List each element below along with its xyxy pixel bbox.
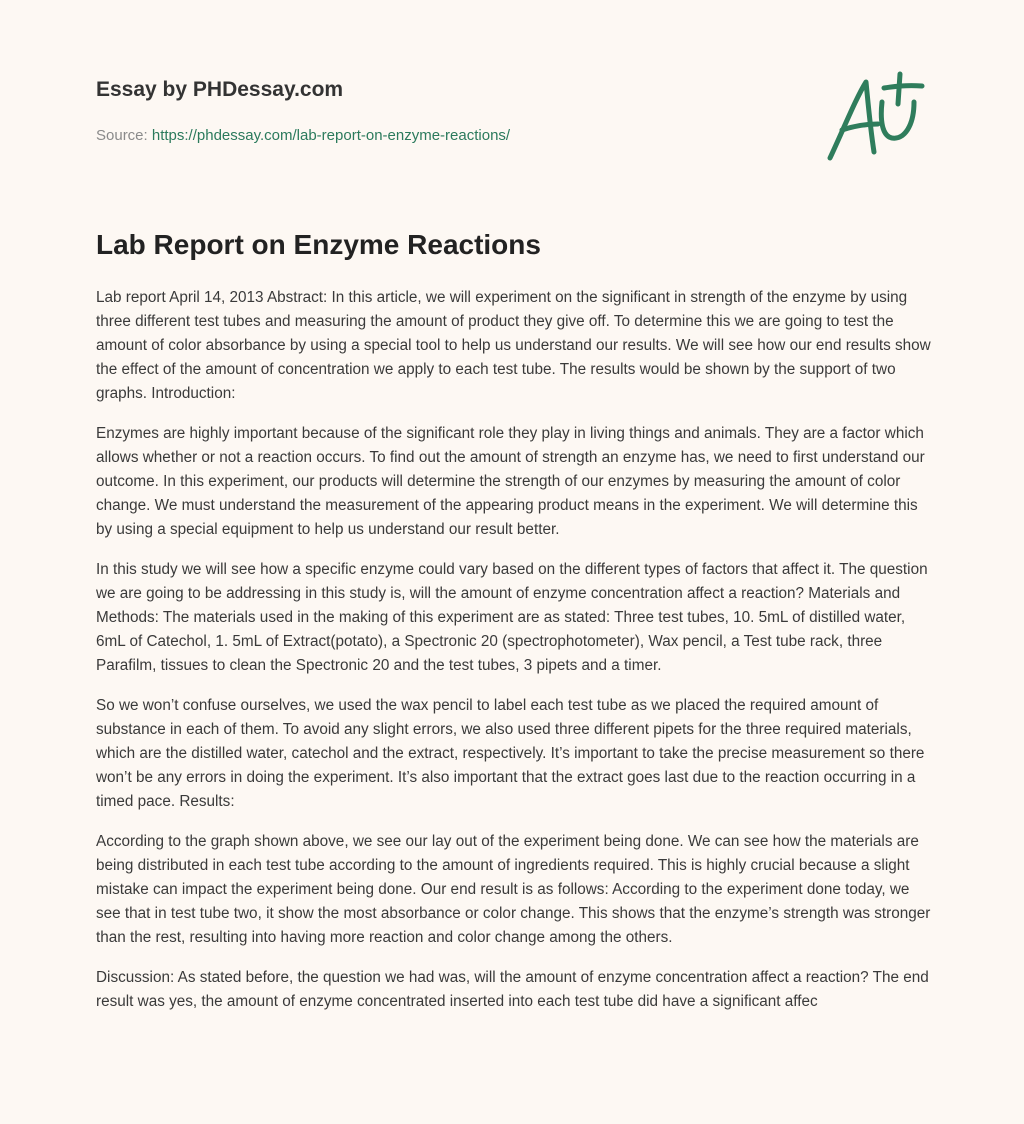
site-title: Essay by PHDessay.com: [96, 78, 344, 101]
article: [96, 226, 932, 1030]
paragraph: In this study we will see how a specific enzyme could vary based on the different types of factors that affect it. The question we are going to be addressing in this study is, will the amount of enzyme concentration affect a reaction? Materials and Methods: The materials used in the making of this experiment are as stated: Three test tubes, 10. 5mL of distilled water, 6mL of Catechol, 1. 5mL of Extract(potato), a Spectronic 20 (spectrophotometer), Wax pencil, a Test tube rack, three Parafilm, tissues to clean the Spectronic 20 and the test tubes, 3 pipets and a timer.: [96, 561, 928, 674]
source-link[interactable]: https://phdessay.com/lab-report-on-enzyme-reactions/: [151, 127, 511, 144]
paragraph: So we won’t confuse ourselves, we used the wax pencil to label each test tube as we placed the required amount of substance in each of them. To avoid any slight errors, we also used three different pipets for the three required materials, which are the distilled water, catechol and the extract, respectively. It’s important to take the precise measurement so there won’t be any errors in doing the experiment. It’s also important that the extract goes last due to the reaction occurring in a timed pace. Results:: [96, 697, 925, 810]
paragraph: Enzymes are highly important because of the significant role they play in living things and animals. They are a factor which allows whether or not a reaction occurs. To find out the amount of strength an enzyme has, we need to first understand our outcome. In this experiment, our products will determine the strength of our enzymes by measuring the amount of color change. We must understand the measurement of the appearing product means in the experiment. We will determine this by using a special equipment to help us understand our result better.: [96, 425, 925, 538]
header: [96, 76, 796, 146]
source-line: [96, 126, 796, 146]
paragraph: According to the graph shown above, we see our lay out of the experiment being done. We can see how the materials are being distributed in each test tube according to the amount of ingredients required. This is highly crucial because a slight mistake can impact the experiment being done. Our end result is as follows: According to the experiment done today, we see that in test tube two, it show the most absorbance or color change. This shows that the enzyme’s strength was stronger than the rest, resulting into having more reaction and color change among the others.: [96, 833, 931, 946]
paragraph: Lab report April 14, 2013 Abstract: In this article, we will experiment on the significant in strength of the enzyme by using three different test tubes and measuring the amount of product they give off. To determine this we are going to test the amount of color absorbance by using a special tool to help us understand our results. We will see how our end results show the effect of the amount of concentration we apply to each test tube. The results would be shown by the support of two graphs. Introduction:: [96, 289, 931, 402]
a-plus-logo-icon: [822, 68, 926, 164]
source-label: Source:: [96, 127, 148, 144]
article-title: Lab Report on Enzyme Reactions: [96, 229, 541, 260]
paragraph: Discussion: As stated before, the question we had was, will the amount of enzyme concentration affect a reaction? The end result was yes, the amount of enzyme concentrated inserted into each test tube did have a significant affec: [96, 969, 929, 1010]
